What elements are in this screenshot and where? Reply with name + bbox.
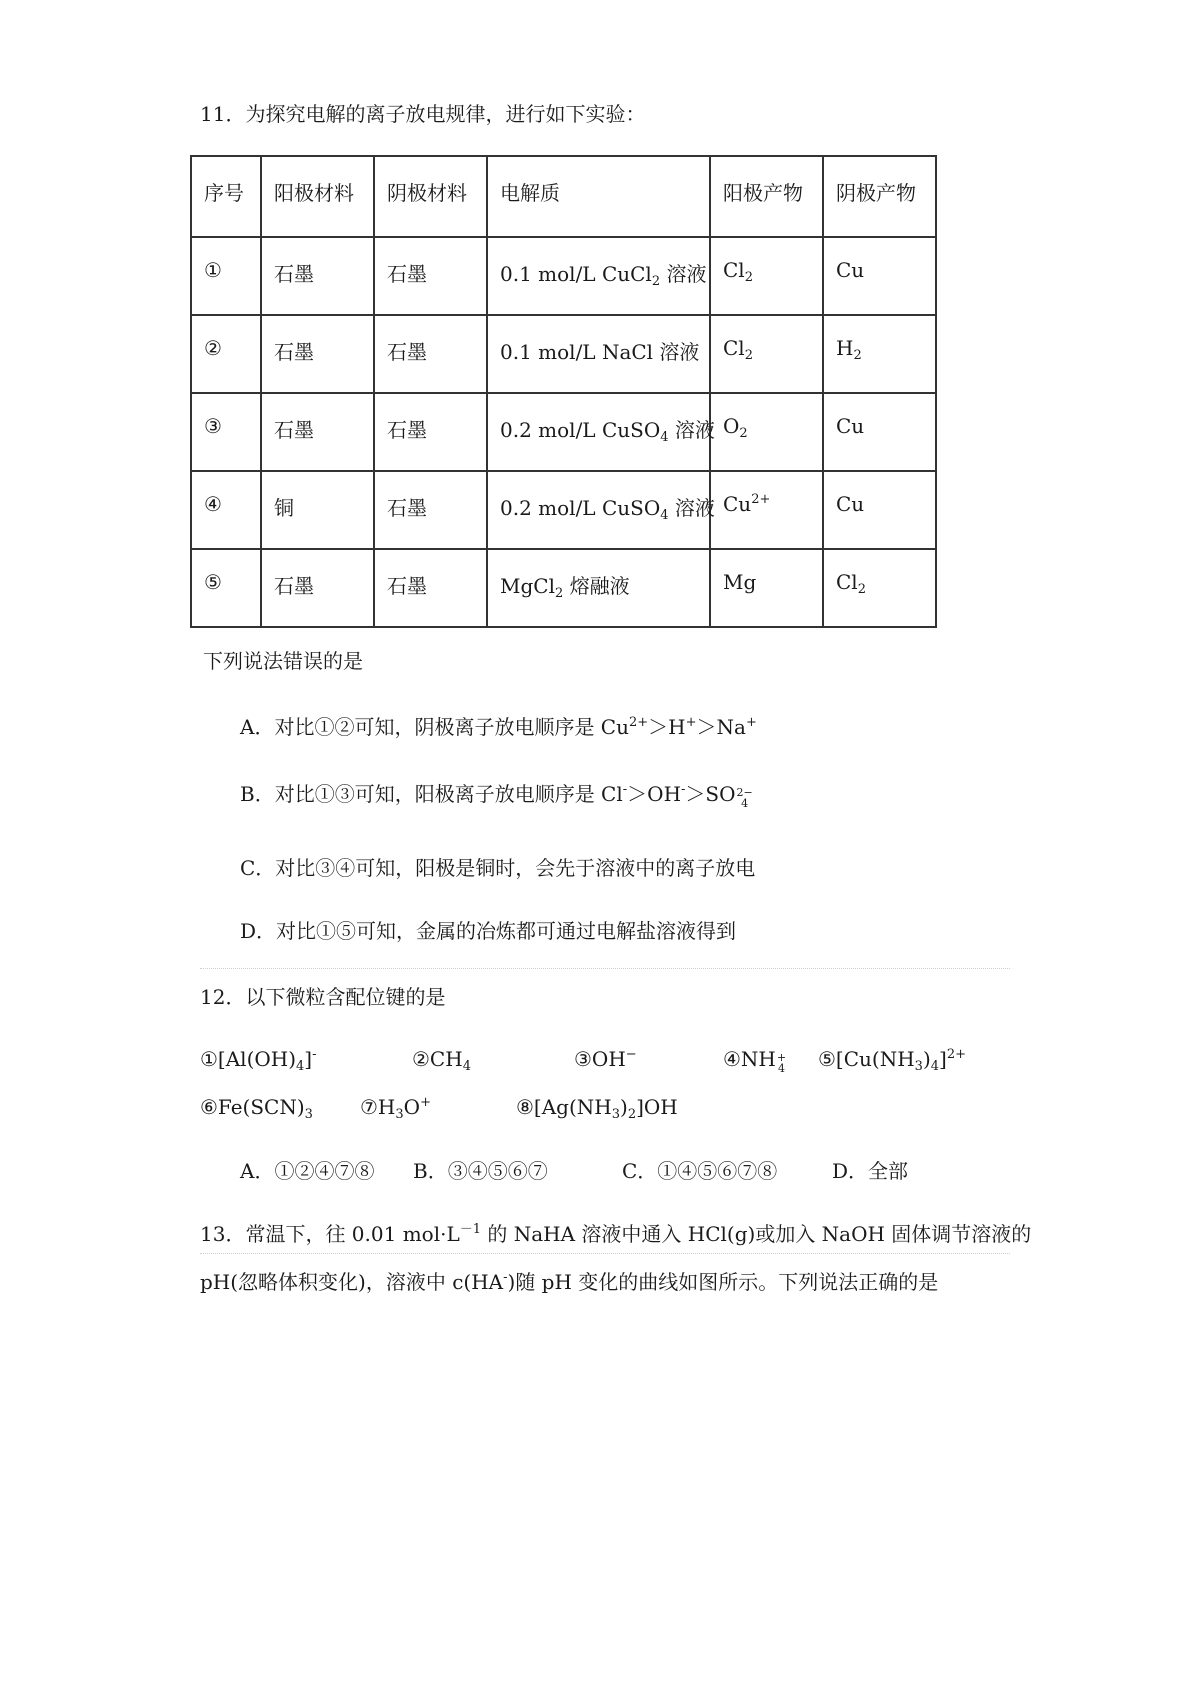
table-header-row <box>191 156 936 237</box>
header-cell: 序号 <box>191 156 261 237</box>
anode-product: $Cl_2$ <box>710 315 823 393</box>
q12-item: ④NH + 4 <box>723 1047 787 1075</box>
cathode-product: Cu <box>823 471 936 549</box>
anode-product: $Cu^{2+}$ <box>710 471 823 549</box>
q13-line-1: 13．常温下，往 0.01 $mol\cdot L^{-1}$ 的 NaHA 溶液中通入 HCl(g)或加入 NaOH 固体调节溶液的 <box>200 1222 1032 1246</box>
q11-prompt: 下列说法错误的是 <box>203 649 363 673</box>
cathode-product: Cu <box>823 237 936 315</box>
electrolyte: 0.1 mol/L NaCl 溶液 <box>487 315 710 393</box>
q12-option-a: A．①②④⑦⑧ <box>240 1159 375 1183</box>
table-row <box>191 315 936 393</box>
q12-item: $⑧[Ag(NH_3)_2]OH$ <box>516 1095 678 1122</box>
anode-material: 铜 <box>261 471 374 549</box>
header-cell: 阳极材料 <box>261 156 374 237</box>
cathode-product: $H_2$ <box>823 315 936 393</box>
q12-item: $②CH_4$ <box>412 1047 471 1074</box>
cathode-material: 石墨 <box>374 315 487 393</box>
electrolyte: MgCl$_2$ 熔融液 <box>487 549 710 627</box>
cathode-product: $Cl_2$ <box>823 549 936 627</box>
separator <box>200 968 1010 969</box>
q12-item: $⑦H_3O^+$ <box>360 1095 431 1122</box>
header-cell: 阴极材料 <box>374 156 487 237</box>
anode-product: $Cl_2$ <box>710 237 823 315</box>
cathode-material: 石墨 <box>374 393 487 471</box>
anode-material: 石墨 <box>261 315 374 393</box>
anode-product: $O_2$ <box>710 393 823 471</box>
row-number: ③ <box>191 393 261 471</box>
electrolyte: 0.2 mol/L CuSO$_4$ 溶液 <box>487 393 710 471</box>
q12-item: ③OH− <box>574 1047 637 1071</box>
header-cell: 阴极产物 <box>823 156 936 237</box>
q11-option-c: C．对比③④可知，阳极是铜时，会先于溶液中的离子放电 <box>240 856 756 880</box>
q11-option-b: B．对比①③可知，阳极离子放电顺序是 Cl-＞OH-＞SO 2− 4 <box>240 782 753 810</box>
q12-item: $⑥Fe(SCN)_3$ <box>200 1095 313 1122</box>
q12-item: $⑤[Cu(NH_3)_4]^{2+}$ <box>818 1047 967 1074</box>
table-row <box>191 549 936 627</box>
cathode-product: Cu <box>823 393 936 471</box>
cathode-material: 石墨 <box>374 471 487 549</box>
q11-stem: 11．为探究电解的离子放电规律，进行如下实验： <box>200 102 646 126</box>
electrolyte: 0.1 mol/L CuCl$_2$ 溶液 <box>487 237 710 315</box>
q12-option-d: D．全部 <box>832 1159 909 1183</box>
header-cell: 阳极产物 <box>710 156 823 237</box>
separator <box>200 1253 1010 1254</box>
q12-stem: 12．以下微粒含配位键的是 <box>200 985 446 1009</box>
cathode-material: 石墨 <box>374 237 487 315</box>
anode-material: 石墨 <box>261 549 374 627</box>
anode-material: 石墨 <box>261 393 374 471</box>
table-row <box>191 237 936 315</box>
q11-option-d: D．对比①⑤可知，金属的冶炼都可通过电解盐溶液得到 <box>240 919 737 943</box>
q13-line-2: pH(忽略体积变化)，溶液中 c(HA-)随 pH 变化的曲线如图所示。下列说法正确的是 <box>200 1270 939 1294</box>
electrolyte: 0.2 mol/L CuSO$_4$ 溶液 <box>487 471 710 549</box>
cathode-material: 石墨 <box>374 549 487 627</box>
table-row <box>191 471 936 549</box>
q12-item: $①[Al(OH)_4]^-$ <box>200 1047 317 1074</box>
table-row <box>191 393 936 471</box>
row-number: ① <box>191 237 261 315</box>
q12-option-b: B．③④⑤⑥⑦ <box>413 1159 548 1183</box>
row-number: ② <box>191 315 261 393</box>
anode-product: Mg <box>710 549 823 627</box>
experiment-table <box>190 155 937 628</box>
q12-option-c: C．①④⑤⑥⑦⑧ <box>622 1159 778 1183</box>
row-number: ⑤ <box>191 549 261 627</box>
header-cell: 电解质 <box>487 156 710 237</box>
row-number: ④ <box>191 471 261 549</box>
anode-material: 石墨 <box>261 237 374 315</box>
q11-option-a: A．对比①②可知，阴极离子放电顺序是 $Cu^{2+}>H^+>Na^+$ <box>240 715 757 739</box>
